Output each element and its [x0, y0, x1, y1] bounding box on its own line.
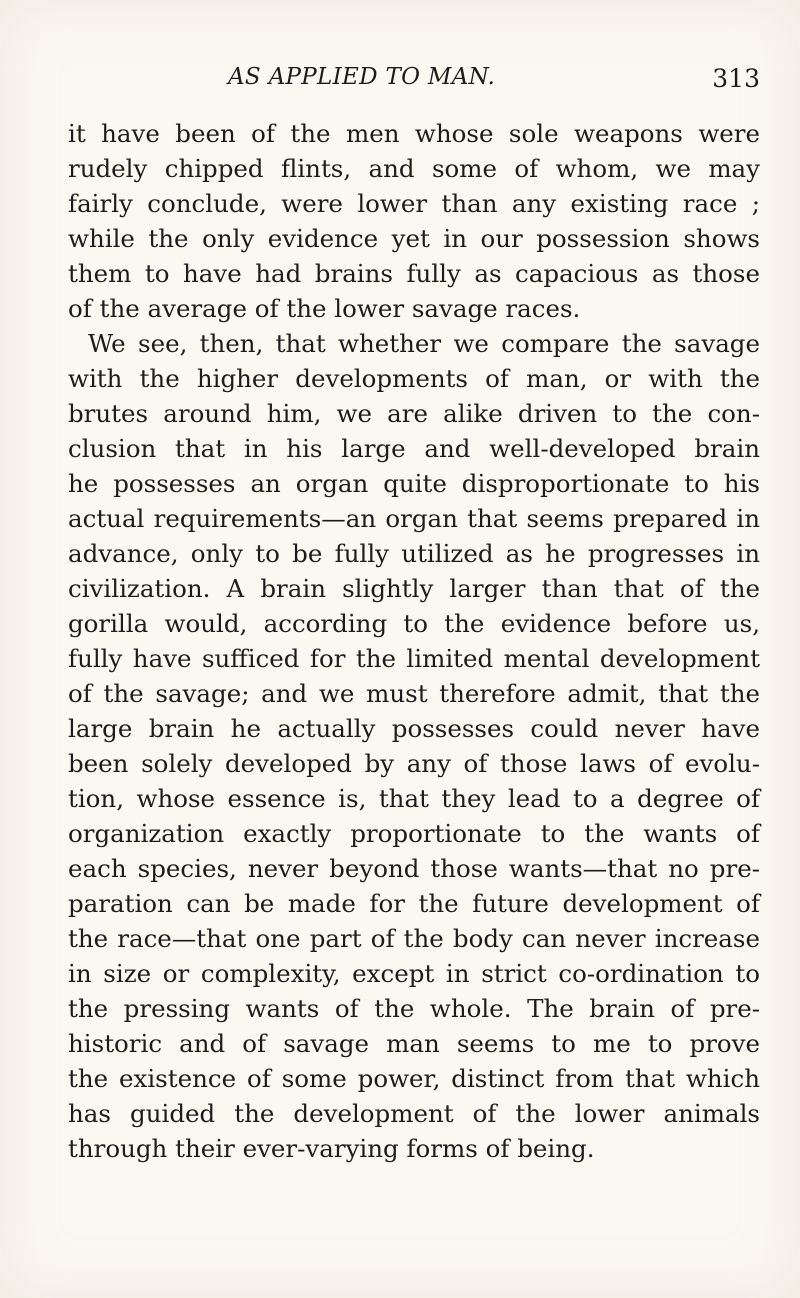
text-line: the existence of some power, distinct from that which: [68, 1064, 760, 1093]
text-line: with the higher developments of man, or with the: [68, 364, 760, 393]
text-line: advance, only to be fully utilized as he progresses in: [68, 539, 760, 568]
text-line: the race—that one part of the body can never increase: [68, 924, 760, 953]
text-line: while the only evidence yet in our possession shows: [68, 224, 760, 253]
text-line: We see, then, that whether we compare the savage: [88, 329, 760, 358]
text-line: paration can be made for the future development of: [68, 889, 760, 918]
text-line: actual requirements—an organ that seems prepared in: [68, 504, 760, 533]
text-line: civilization. A brain slightly larger than that of the: [68, 574, 760, 603]
page-number: 313: [712, 64, 760, 93]
text-line: the pressing wants of the whole. The brain of pre-: [68, 994, 760, 1023]
body-text: [68, 116, 760, 1166]
text-line: brutes around him, we are alike driven to the con-: [68, 399, 760, 428]
text-line: clusion that in his large and well-developed brain: [68, 434, 760, 463]
running-head: [60, 64, 760, 96]
text-line: been solely developed by any of those laws of evolu-: [68, 749, 760, 778]
text-line: each species, never beyond those wants—that no pre-: [68, 854, 760, 883]
text-line: he possesses an organ quite disproportionate to his: [68, 469, 760, 498]
text-line: it have been of the men whose sole weapons were: [68, 119, 760, 148]
paragraph-1: [68, 116, 760, 326]
text-line: in size or complexity, except in strict co-ordination to: [68, 959, 760, 988]
text-line: has guided the development of the lower animals: [68, 1099, 760, 1128]
text-line: organization exactly proportionate to the wants of: [68, 819, 760, 848]
text-line: through their ever-varying forms of being.: [68, 1134, 595, 1163]
text-line: fully have sufficed for the limited mental development: [68, 644, 760, 673]
text-line: of the savage; and we must therefore admit, that the: [68, 679, 760, 708]
text-line: fairly conclude, were lower than any existing race ;: [68, 189, 760, 218]
text-line: large brain he actually possesses could never have: [68, 714, 760, 743]
text-line: gorilla would, according to the evidence before us,: [68, 609, 760, 638]
text-line: them to have had brains fully as capacious as those: [68, 259, 760, 288]
text-line: of the average of the lower savage races.: [68, 294, 581, 323]
paragraph-2: [68, 326, 760, 1166]
text-line: rudely chipped flints, and some of whom, we may: [68, 154, 760, 183]
text-line: historic and of savage man seems to me to prove: [68, 1029, 760, 1058]
running-title: AS APPLIED TO MAN.: [228, 64, 496, 90]
text-line: tion, whose essence is, that they lead to a degree of: [68, 784, 760, 813]
